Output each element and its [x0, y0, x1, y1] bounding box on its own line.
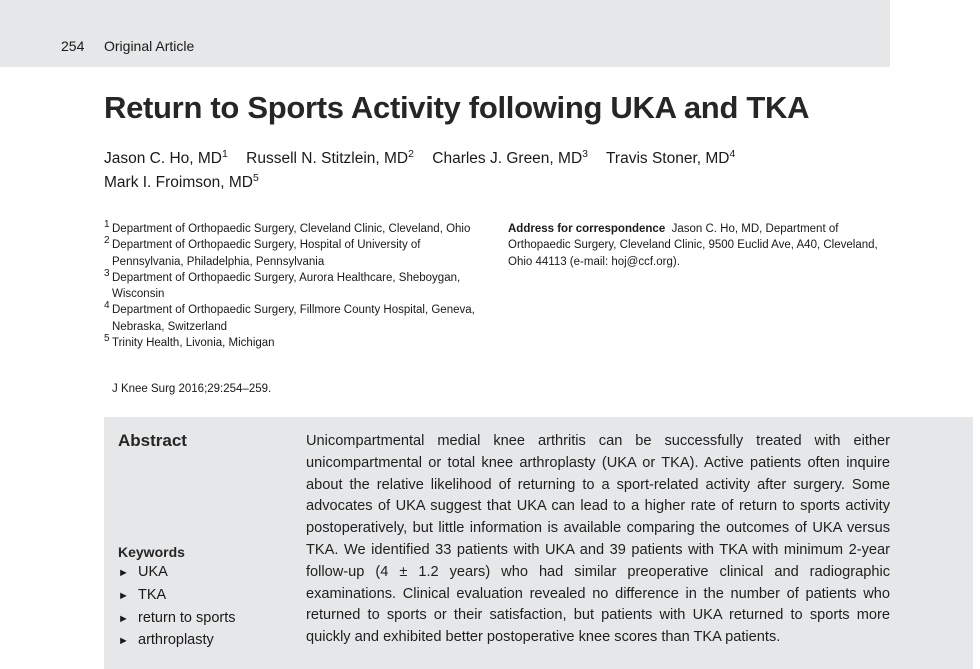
section-label: Original Article	[104, 38, 195, 54]
affiliation-list	[104, 221, 484, 351]
author-list	[104, 147, 884, 195]
affiliation-text: Department of Orthopaedic Surgery, Hospital of University of Pennsylvania, Philadelphia, Pennsylvania	[112, 239, 421, 268]
page-number: 254	[61, 38, 85, 54]
arrow-right-icon: ►	[118, 612, 129, 625]
author-affil-ref: 4	[729, 148, 736, 160]
keyword-list	[118, 562, 236, 653]
correspondence-label: Address for correspondence	[508, 223, 666, 235]
affiliation-text: Trinity Health, Livonia, Michigan	[112, 337, 275, 350]
correspondence-block	[508, 221, 880, 270]
keyword-item	[118, 608, 236, 631]
author	[104, 174, 259, 191]
author	[432, 150, 588, 167]
affiliation-text: Department of Orthopaedic Surgery, Cleveland Clinic, Cleveland, Ohio	[112, 223, 471, 235]
arrow-right-icon: ►	[118, 589, 129, 602]
keyword-label: arthroplasty	[138, 632, 214, 649]
author-name: Mark I. Froimson, MD	[104, 174, 253, 191]
abstract-text: Unicompartmental medial knee arthritis can be successfully treated with either unicompartmental or total knee arthroplasty (UKA or TKA). Active patients often inquire about the relative likelihood of returning to a sport-related activity after surgery. Some advocates of UKA suggest that UKA can lead to a higher rate of return to sports activity postoperatively, but little information is available comparing the outcomes of UKA versus TKA. We identified 33 patients with UKA and 39 patients with TKA with minimum 2-year follow-up (4 ± 1.2 years) who had similar preoperative clinical and radiographic examinations. Clinical evaluation revealed no difference in the number of patients who returned to sports or their satisfaction, but patients with UKA returned to sports more quickly and exhibited better postoperative knee scores than TKA patients.	[306, 433, 890, 646]
author-name: Travis Stoner, MD	[606, 150, 730, 167]
author-name: Russell N. Stitzlein, MD	[246, 150, 409, 167]
abstract-heading: Abstract	[118, 431, 187, 450]
header-band	[0, 0, 890, 67]
affiliation-text: Department of Orthopaedic Surgery, Fillmore County Hospital, Geneva, Nebraska, Switzerland	[112, 304, 475, 333]
author	[104, 150, 228, 167]
affiliation: 4 Department of Orthopaedic Surgery, Fillmore County Hospital, Geneva, Nebraska, Switzerland	[104, 300, 475, 333]
affiliation: 3 Department of Orthopaedic Surgery, Aurora Healthcare, Sheboygan, Wisconsin	[104, 267, 461, 301]
correspondence-text: Jason C. Ho, MD, Department of Orthopaedic Surgery, Cleveland Clinic, 9500 Euclid Ave, A40, Cleveland, Ohio 44113 (e-mail: hoj@ccf.org).	[508, 223, 878, 268]
author-affil-ref: 5	[252, 172, 259, 184]
keyword-item	[118, 630, 236, 653]
author	[606, 150, 735, 167]
author-affil-ref: 1	[222, 148, 228, 160]
keyword-label: return to sports	[138, 609, 236, 626]
author-affil-ref: 2	[408, 148, 414, 160]
keyword-label: UKA	[138, 564, 168, 580]
keyword-item	[118, 562, 236, 585]
journal-citation: J Knee Surg 2016;29:254–259.	[112, 383, 272, 395]
author-name: Jason C. Ho, MD	[104, 150, 223, 167]
keyword-item	[118, 585, 236, 608]
author-affil-ref: 3	[582, 148, 588, 160]
affiliation: 2 Department of Orthopaedic Surgery, Hospital of University of Pennsylvania, Philadelphia, Pennsylvania	[104, 235, 421, 268]
arrow-right-icon: ►	[118, 635, 129, 648]
affiliation: 1 Department of Orthopaedic Surgery, Cleveland Clinic, Cleveland, Ohio	[104, 219, 471, 235]
author-name: Charles J. Green, MD	[432, 150, 583, 167]
author	[246, 150, 414, 167]
affiliation-text: Department of Orthopaedic Surgery, Aurora Healthcare, Sheboygan, Wisconsin	[112, 271, 461, 301]
arrow-right-icon: ►	[118, 567, 129, 579]
keywords-heading: Keywords	[118, 544, 185, 560]
article-title: Return to Sports Activity following UKA and TKA	[104, 90, 810, 125]
keyword-label: TKA	[138, 586, 167, 603]
affiliation: 5 Trinity Health, Livonia, Michigan	[104, 333, 275, 350]
